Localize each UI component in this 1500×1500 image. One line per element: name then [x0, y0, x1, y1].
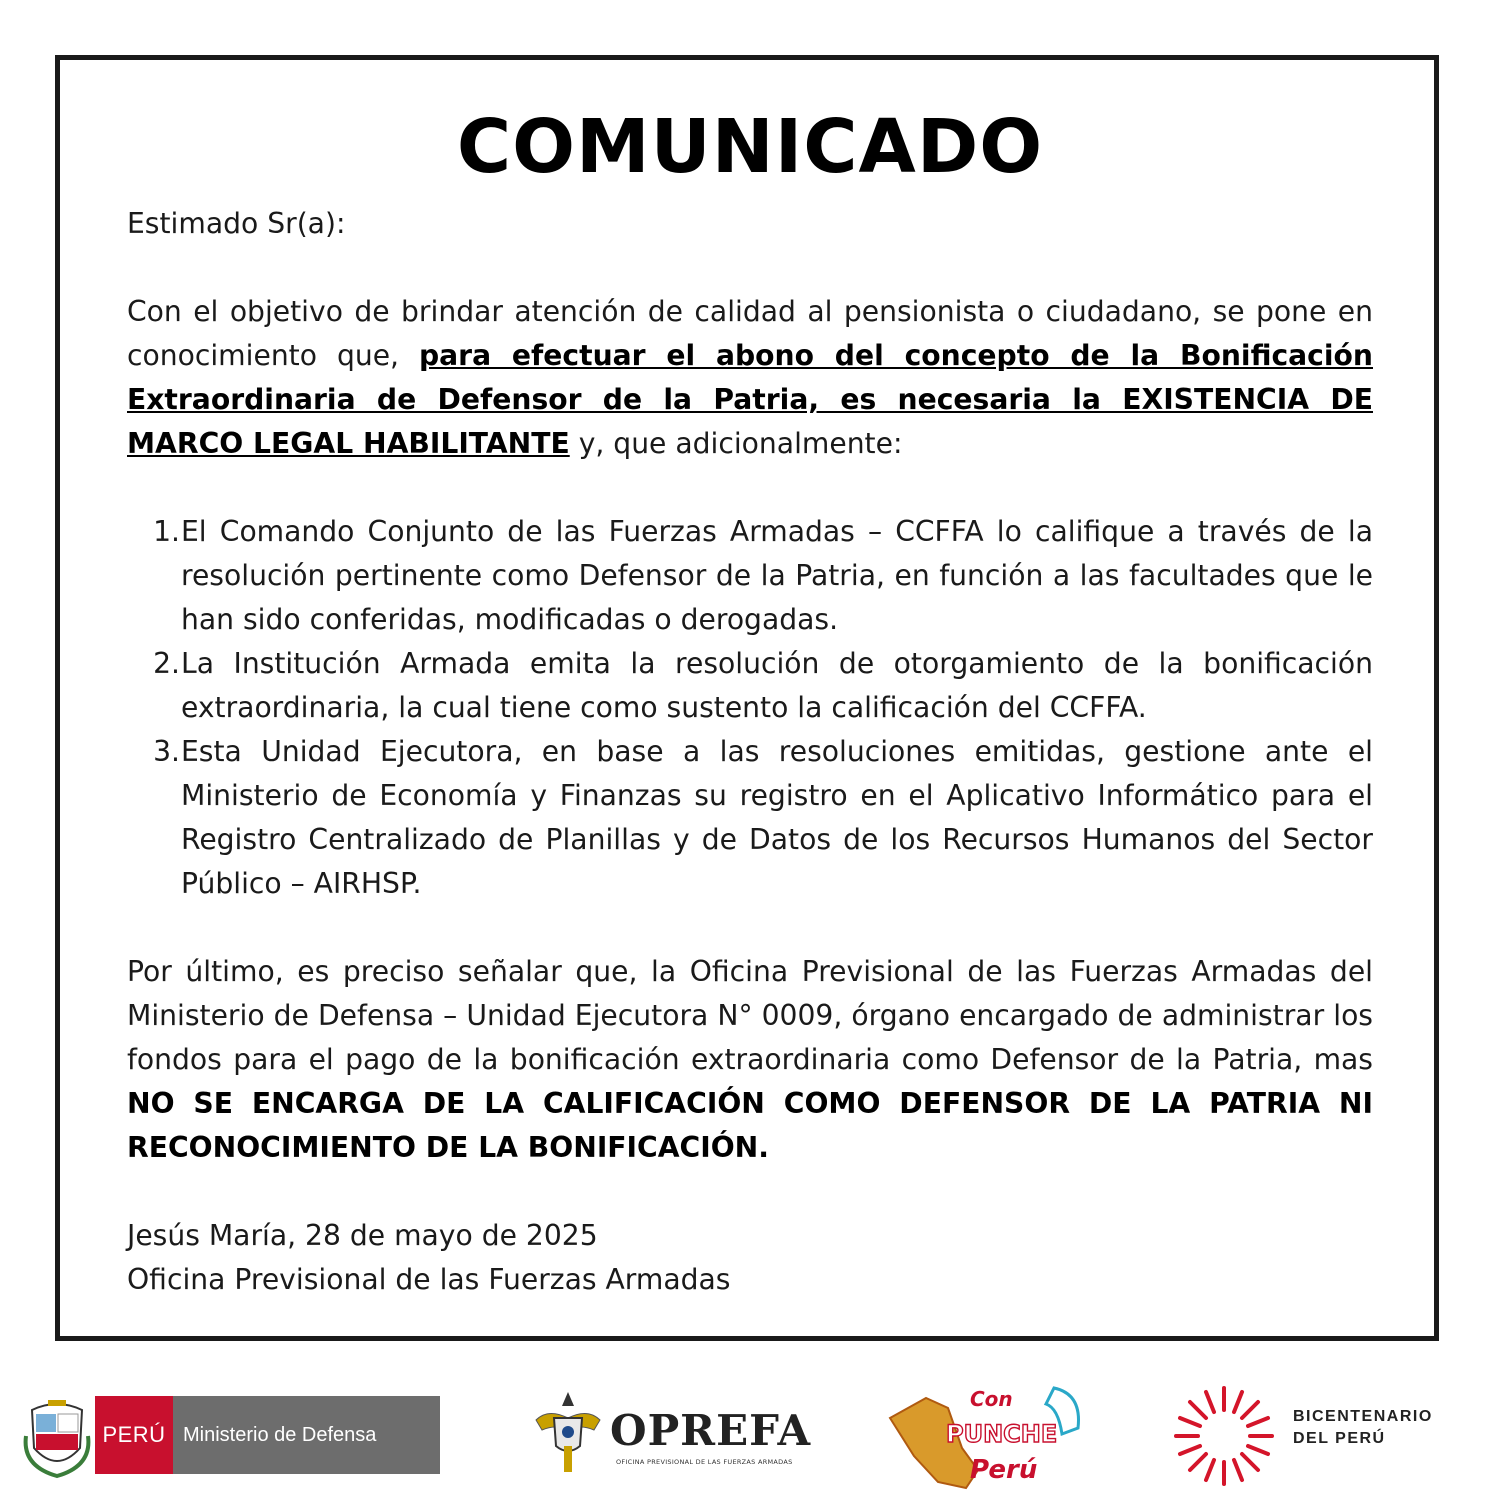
list-text: Esta Unidad Ejecutora, en base a las resoluciones emitidas, gestione ante el Ministerio de Economía y Finanzas su registro en el Aplicativo Informático para el Registro Centralizado de Planillas y de Datos de los Recursos Humanos del Sector Público – AIRHSP.	[181, 735, 1373, 900]
intro-emphasis: para efectuar el abono del concepto de la Bonificación Extraordinaria de Defensor de la Patria, es necesaria la EXISTENCIA DE MARCO LEGAL HABILITANTE	[127, 339, 1373, 460]
peru-coat-of-arms-icon	[22, 1396, 92, 1480]
closing-bold: NO SE ENCARGA DE LA CALIFICACIÓN COMO DEFENSOR DE LA PATRIA NI RECONOCIMIENTO DE LA BONIFICACIÓN.	[127, 1087, 1373, 1164]
page-title: COMUNICADO	[456, 104, 1044, 190]
intro-text-1: Con el objetivo de brindar atención de calidad al pensionista o ciudadano, se pone en conocimiento que,	[127, 295, 1373, 372]
punche-word: PUNCHE	[946, 1420, 1058, 1448]
con-punche-peru-logo	[886, 1378, 1086, 1496]
ministry-label: Ministerio de Defensa	[173, 1396, 440, 1474]
list-item	[127, 510, 1373, 642]
footer-logos	[0, 1360, 1500, 1500]
bicentenario-sunburst-icon	[1168, 1380, 1280, 1492]
signature-date: Jesús María, 28 de mayo de 2025	[127, 1219, 598, 1252]
greeting: Estimado Sr(a):	[127, 207, 346, 240]
intro-paragraph	[127, 290, 1373, 466]
bicentenario-label	[1293, 1406, 1433, 1450]
oprefa-sublabel: OFICINA PREVISIONAL DE LAS FUERZAS ARMADAS	[616, 1458, 793, 1466]
ministry-of-defense-logo	[95, 1396, 440, 1474]
list-number: 2.	[153, 647, 180, 680]
list-number: 1.	[153, 515, 180, 548]
list-text: La Institución Armada emita la resolución de otorgamiento de la bonificación extraordinaria, la cual tiene como sustento la calificación del CCFFA.	[181, 647, 1373, 724]
closing-text: Por último, es preciso señalar que, la Oficina Previsional de las Fuerzas Armadas del Ministerio de Defensa – Unidad Ejecutora N° 0009, órgano encargado de administrar los fondos para el pago de la bonificación extraordinaria como Defensor de la Patria, mas	[127, 955, 1373, 1076]
bicentenario-line2: DEL PERÚ	[1293, 1430, 1386, 1447]
peru-label: PERÚ	[95, 1396, 173, 1474]
list-item	[127, 730, 1373, 906]
oprefa-emblem-icon	[528, 1390, 608, 1474]
bicentenario-line1: BICENTENARIO	[1293, 1408, 1433, 1425]
punche-con: Con	[970, 1387, 1013, 1411]
punche-peru: Perú	[970, 1455, 1038, 1485]
requirements-list	[127, 510, 1373, 906]
notice-body	[127, 202, 1373, 1302]
oprefa-label: OPREFA	[610, 1406, 812, 1455]
closing-paragraph	[127, 950, 1373, 1170]
list-text: El Comando Conjunto de las Fuerzas Armadas – CCFFA lo califique a través de la resolución pertinente como Defensor de la Patria, en función a las facultades que le han sido conferidas, modificadas o derogadas.	[181, 515, 1373, 636]
intro-text-2: y, que adicionalmente:	[569, 427, 903, 460]
list-item	[127, 642, 1373, 730]
signature-office: Oficina Previsional de las Fuerzas Armadas	[127, 1263, 731, 1296]
list-number: 3.	[153, 735, 180, 768]
